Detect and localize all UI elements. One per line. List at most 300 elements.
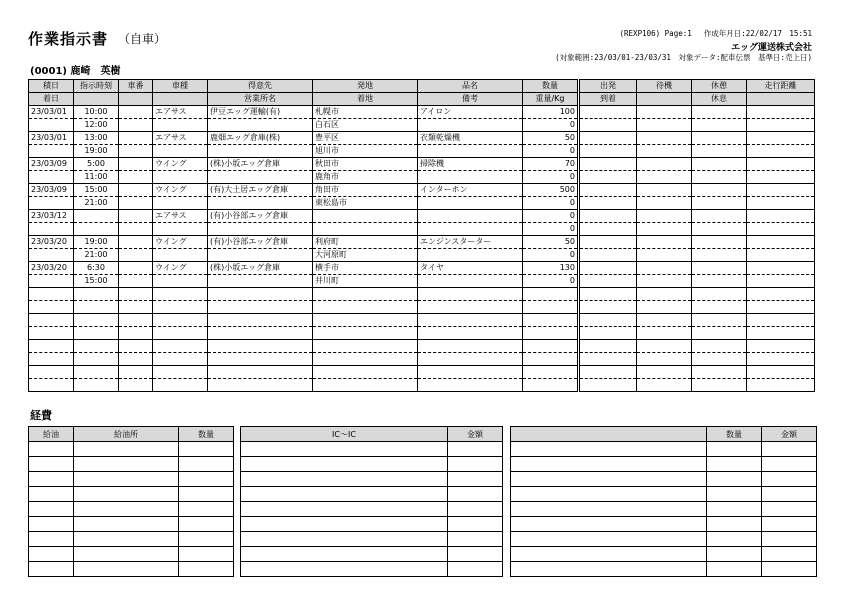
note <box>418 223 523 236</box>
car-number <box>119 184 153 197</box>
distance <box>747 197 815 210</box>
car-number <box>119 171 153 184</box>
expense-cell <box>74 517 179 532</box>
toll-table <box>240 426 503 577</box>
column-header: 給油所 <box>74 427 179 442</box>
expense-cell <box>448 472 503 487</box>
vehicle-type <box>153 275 208 288</box>
departure <box>579 262 637 275</box>
vehicle-type: ウイング <box>153 236 208 249</box>
expense-cell <box>241 547 448 562</box>
start-time: 10:00 <box>74 106 119 119</box>
car-number <box>119 249 153 262</box>
expense-row <box>511 502 817 517</box>
empty-cell <box>692 366 747 379</box>
expense-cell <box>29 457 74 472</box>
note <box>418 275 523 288</box>
client-name: (株)小坂エッグ倉庫 <box>208 158 313 171</box>
empty-cell <box>313 288 418 301</box>
arrival <box>579 119 637 132</box>
table-row <box>29 184 815 197</box>
expense-row <box>511 562 817 577</box>
destination: 東松島市 <box>313 197 418 210</box>
expense-row <box>511 517 817 532</box>
car-number <box>119 197 153 210</box>
empty-cell <box>29 379 74 392</box>
car-number <box>119 275 153 288</box>
origin <box>313 210 418 223</box>
expense-cell <box>448 442 503 457</box>
empty-cell <box>29 340 74 353</box>
column-header <box>747 93 815 106</box>
empty-cell <box>153 353 208 366</box>
empty-cell <box>119 379 153 392</box>
arrival-date <box>29 197 74 210</box>
empty-cell <box>29 301 74 314</box>
vehicle-type: ウイング <box>153 158 208 171</box>
vehicle-type: エアサス <box>153 106 208 119</box>
destination: 鹿角市 <box>313 171 418 184</box>
wait <box>637 119 692 132</box>
column-header: 指示時刻 <box>74 80 119 93</box>
item-name: 掃除機 <box>418 158 523 171</box>
table-row <box>29 236 815 249</box>
expense-header-row <box>29 427 234 442</box>
departure <box>579 132 637 145</box>
arrival <box>579 171 637 184</box>
note <box>418 171 523 184</box>
table-row <box>29 275 815 288</box>
table-row <box>29 262 815 275</box>
expense-cell <box>179 547 234 562</box>
distance <box>747 132 815 145</box>
expense-row <box>29 472 234 487</box>
column-header <box>511 427 707 442</box>
arrival-date <box>29 249 74 262</box>
empty-cell <box>523 314 579 327</box>
vehicle-type <box>153 197 208 210</box>
empty-cell <box>119 340 153 353</box>
empty-row <box>29 353 815 366</box>
page-subtitle: （自車） <box>118 32 167 46</box>
start-time <box>74 210 119 223</box>
vehicle-type: エアサス <box>153 210 208 223</box>
expense-cell <box>241 472 448 487</box>
empty-cell <box>153 340 208 353</box>
expense-cell <box>707 472 762 487</box>
weight: 0 <box>523 223 579 236</box>
empty-cell <box>418 379 523 392</box>
expense-cell <box>74 442 179 457</box>
empty-cell <box>74 301 119 314</box>
expense-row <box>241 532 503 547</box>
expense-cell <box>707 532 762 547</box>
empty-cell <box>637 379 692 392</box>
table-row <box>29 145 815 158</box>
wait <box>637 158 692 171</box>
rest <box>692 275 747 288</box>
column-header: 備考 <box>418 93 523 106</box>
arrival-date <box>29 145 74 158</box>
break <box>692 106 747 119</box>
expense-cell <box>707 502 762 517</box>
wait <box>637 236 692 249</box>
empty-cell <box>747 353 815 366</box>
end-time: 21:00 <box>74 197 119 210</box>
table-row <box>29 119 815 132</box>
expense-row <box>511 442 817 457</box>
car-number <box>119 236 153 249</box>
distance <box>747 184 815 197</box>
expense-cell <box>762 442 817 457</box>
expense-cell <box>179 517 234 532</box>
page-title: 作業指示書 <box>28 30 109 48</box>
empty-cell <box>579 340 637 353</box>
column-header: 休憩 <box>692 80 747 93</box>
expense-cell <box>448 532 503 547</box>
empty-cell <box>692 340 747 353</box>
destination <box>313 223 418 236</box>
expense-row <box>29 547 234 562</box>
column-header: 給油 <box>29 427 74 442</box>
departure <box>579 106 637 119</box>
expense-cell <box>74 562 179 577</box>
expense-cell <box>179 502 234 517</box>
empty-cell <box>208 314 313 327</box>
expense-cell <box>448 562 503 577</box>
empty-cell <box>523 327 579 340</box>
empty-cell <box>692 301 747 314</box>
note <box>418 249 523 262</box>
office-name <box>208 197 313 210</box>
expense-cell <box>762 562 817 577</box>
office-name <box>208 223 313 236</box>
expense-cell <box>511 517 707 532</box>
expense-row <box>29 532 234 547</box>
distance <box>747 158 815 171</box>
client-name: 鹿畑エッグ倉庫(株) <box>208 132 313 145</box>
expense-cell <box>74 547 179 562</box>
expense-cell <box>511 442 707 457</box>
expense-cell <box>511 562 707 577</box>
empty-cell <box>637 366 692 379</box>
table-row <box>29 171 815 184</box>
arrival-date <box>29 223 74 236</box>
start-time: 13:00 <box>74 132 119 145</box>
vehicle-type: ウイング <box>153 184 208 197</box>
empty-cell <box>692 314 747 327</box>
expense-cell <box>74 457 179 472</box>
expense-cell <box>511 487 707 502</box>
wait <box>637 106 692 119</box>
expense-cell <box>511 547 707 562</box>
empty-cell <box>579 301 637 314</box>
empty-cell <box>29 353 74 366</box>
quantity: 500 <box>523 184 579 197</box>
empty-cell <box>29 288 74 301</box>
empty-cell <box>523 288 579 301</box>
weight: 0 <box>523 275 579 288</box>
wait <box>637 210 692 223</box>
rest <box>692 145 747 158</box>
empty-cell <box>747 340 815 353</box>
car-number <box>119 132 153 145</box>
empty-cell <box>418 353 523 366</box>
expense-row <box>29 562 234 577</box>
expense-cell <box>29 547 74 562</box>
work-order-table <box>28 79 815 392</box>
expense-cell <box>707 457 762 472</box>
expense-cell <box>179 532 234 547</box>
wait <box>637 171 692 184</box>
expense-row <box>29 442 234 457</box>
break <box>692 158 747 171</box>
empty-cell <box>153 314 208 327</box>
empty-row <box>29 288 815 301</box>
break <box>692 262 747 275</box>
origin: 角田市 <box>313 184 418 197</box>
empty-cell <box>313 379 418 392</box>
column-header: 営業所名 <box>208 93 313 106</box>
car-number <box>119 262 153 275</box>
end-time: 19:00 <box>74 145 119 158</box>
empty-cell <box>579 314 637 327</box>
empty-cell <box>119 327 153 340</box>
expense-row <box>241 472 503 487</box>
other-expense-table <box>510 426 817 577</box>
item-name: エンジンスターター <box>418 236 523 249</box>
load-date: 23/03/01 <box>29 132 74 145</box>
empty-cell <box>637 301 692 314</box>
distance <box>747 236 815 249</box>
empty-cell <box>153 301 208 314</box>
expense-cell <box>74 487 179 502</box>
car-number <box>119 106 153 119</box>
report-meta: (REXP106) Page:1 作成年月日:22/02/17 15:51 <box>619 29 812 38</box>
expense-cell <box>707 547 762 562</box>
expense-cell <box>448 487 503 502</box>
expense-cell <box>762 487 817 502</box>
expense-row <box>511 457 817 472</box>
empty-cell <box>747 366 815 379</box>
expense-row <box>241 487 503 502</box>
column-header: 金額 <box>762 427 817 442</box>
empty-cell <box>208 288 313 301</box>
empty-row <box>29 340 815 353</box>
table-row <box>29 158 815 171</box>
expense-cell <box>74 502 179 517</box>
office-name <box>208 171 313 184</box>
empty-cell <box>418 327 523 340</box>
empty-cell <box>119 366 153 379</box>
start-time: 5:00 <box>74 158 119 171</box>
column-header: 品名 <box>418 80 523 93</box>
expense-cell <box>762 547 817 562</box>
expense-cell <box>241 562 448 577</box>
expense-cell <box>179 457 234 472</box>
vehicle-type <box>153 223 208 236</box>
expense-cell <box>29 517 74 532</box>
origin: 利府町 <box>313 236 418 249</box>
client-name: (株)小坂エッグ倉庫 <box>208 262 313 275</box>
expense-cell <box>179 442 234 457</box>
expense-cell <box>74 472 179 487</box>
wait <box>637 145 692 158</box>
report-range: (対象範囲:23/03/01-23/03/31 対象データ:配車伝票 基準日:売上日) <box>555 53 812 62</box>
expense-cell <box>241 487 448 502</box>
vehicle-type <box>153 249 208 262</box>
empty-cell <box>579 353 637 366</box>
expense-cell <box>707 487 762 502</box>
column-header <box>637 93 692 106</box>
expense-cell <box>511 472 707 487</box>
client-name: (有)小谷部エッグ倉庫 <box>208 236 313 249</box>
end-time: 21:00 <box>74 249 119 262</box>
empty-cell <box>29 327 74 340</box>
start-time: 6:30 <box>74 262 119 275</box>
expense-cell <box>762 457 817 472</box>
empty-cell <box>637 353 692 366</box>
expense-row <box>511 532 817 547</box>
rest <box>692 119 747 132</box>
empty-cell <box>747 314 815 327</box>
fuel-table <box>28 426 234 577</box>
distance <box>747 171 815 184</box>
table-header-row <box>29 80 815 93</box>
rest <box>692 249 747 262</box>
car-number <box>119 158 153 171</box>
end-time <box>74 223 119 236</box>
load-date: 23/03/20 <box>29 236 74 249</box>
car-number <box>119 119 153 132</box>
empty-cell <box>523 379 579 392</box>
client-name: (有)大土居エッグ倉庫 <box>208 184 313 197</box>
empty-cell <box>579 288 637 301</box>
weight: 0 <box>523 119 579 132</box>
break <box>692 210 747 223</box>
expense-cell <box>707 517 762 532</box>
load-date: 23/03/09 <box>29 184 74 197</box>
car-number <box>119 210 153 223</box>
expense-row <box>241 457 503 472</box>
item-name: 衣類乾燥機 <box>418 132 523 145</box>
empty-cell <box>692 288 747 301</box>
arrival <box>579 223 637 236</box>
departure <box>579 184 637 197</box>
end-time: 11:00 <box>74 171 119 184</box>
empty-cell <box>579 379 637 392</box>
expense-row <box>29 517 234 532</box>
empty-cell <box>747 288 815 301</box>
expense-row <box>241 442 503 457</box>
departure <box>579 210 637 223</box>
weight: 0 <box>523 145 579 158</box>
table-row <box>29 197 815 210</box>
item-name: タイヤ <box>418 262 523 275</box>
empty-row <box>29 301 815 314</box>
distance <box>747 210 815 223</box>
wait <box>637 275 692 288</box>
distance <box>747 249 815 262</box>
distance <box>747 275 815 288</box>
empty-cell <box>119 353 153 366</box>
rest <box>692 171 747 184</box>
empty-cell <box>523 301 579 314</box>
empty-cell <box>418 301 523 314</box>
destination: 白石区 <box>313 119 418 132</box>
empty-cell <box>579 366 637 379</box>
expense-cell <box>762 502 817 517</box>
empty-cell <box>637 340 692 353</box>
empty-cell <box>637 314 692 327</box>
arrival-date <box>29 119 74 132</box>
empty-cell <box>74 353 119 366</box>
driver-name: (0001) 鹿崎 英樹 <box>30 66 121 77</box>
expense-cell <box>179 472 234 487</box>
distance <box>747 119 815 132</box>
expense-row <box>511 472 817 487</box>
vehicle-type <box>153 145 208 158</box>
table-row <box>29 132 815 145</box>
arrival <box>579 197 637 210</box>
empty-cell <box>74 327 119 340</box>
empty-cell <box>313 353 418 366</box>
break <box>692 132 747 145</box>
quantity: 130 <box>523 262 579 275</box>
empty-cell <box>418 340 523 353</box>
expense-cell <box>448 457 503 472</box>
wait <box>637 184 692 197</box>
vehicle-type <box>153 171 208 184</box>
departure <box>579 158 637 171</box>
empty-cell <box>747 301 815 314</box>
load-date: 23/03/20 <box>29 262 74 275</box>
weight: 0 <box>523 197 579 210</box>
item-name: インターホン <box>418 184 523 197</box>
empty-cell <box>119 314 153 327</box>
quantity: 100 <box>523 106 579 119</box>
empty-cell <box>523 366 579 379</box>
expense-cell <box>241 457 448 472</box>
empty-cell <box>208 353 313 366</box>
table-row <box>29 249 815 262</box>
quantity: 50 <box>523 132 579 145</box>
expense-row <box>29 502 234 517</box>
quantity: 50 <box>523 236 579 249</box>
empty-cell <box>208 379 313 392</box>
column-header: 待機 <box>637 80 692 93</box>
distance <box>747 145 815 158</box>
arrival-date <box>29 171 74 184</box>
column-header: 休息 <box>692 93 747 106</box>
empty-cell <box>692 353 747 366</box>
arrival <box>579 275 637 288</box>
expense-row <box>29 487 234 502</box>
vehicle-type <box>153 119 208 132</box>
empty-cell <box>579 327 637 340</box>
destination: 旭川市 <box>313 145 418 158</box>
arrival <box>579 145 637 158</box>
expense-cell <box>29 562 74 577</box>
quantity: 70 <box>523 158 579 171</box>
table-row <box>29 210 815 223</box>
wait <box>637 132 692 145</box>
empty-cell <box>418 288 523 301</box>
table-row <box>29 106 815 119</box>
empty-cell <box>208 301 313 314</box>
origin: 札幌市 <box>313 106 418 119</box>
expense-cell <box>511 502 707 517</box>
